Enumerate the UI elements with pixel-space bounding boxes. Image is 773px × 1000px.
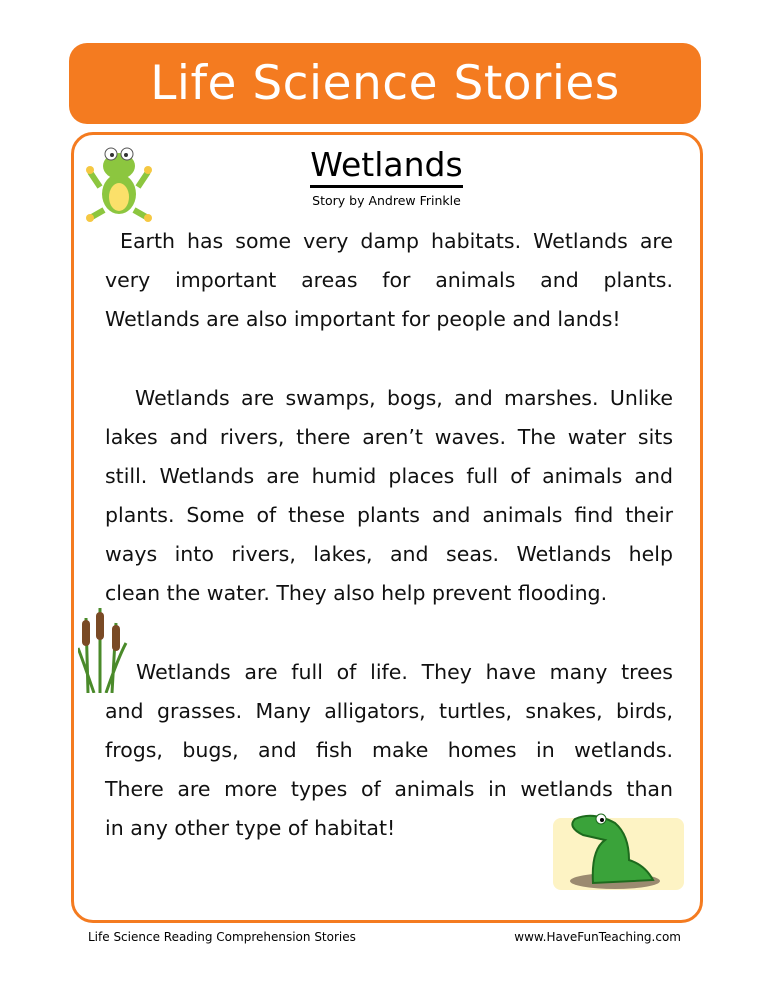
story-line: Earth has some very damp habitats. Wetlands are bbox=[120, 229, 673, 253]
story-line: frogs, bugs, and fish make homes in wetlands. bbox=[105, 738, 673, 762]
story-line: very important areas for animals and plants. bbox=[105, 268, 673, 292]
header-banner bbox=[69, 43, 701, 124]
story-line: still. Wetlands are humid places full of animals and bbox=[105, 464, 673, 488]
story-line: There are more types of animals in wetlands than bbox=[105, 777, 673, 801]
story-line: lakes and rivers, there aren’t waves. The water sits bbox=[105, 425, 673, 449]
story-line: Wetlands are also important for people and lands! bbox=[105, 307, 621, 331]
cattail-icon bbox=[78, 598, 128, 693]
footer-website: www.HaveFunTeaching.com bbox=[514, 930, 681, 944]
story-line: clean the water. They also help prevent flooding. bbox=[105, 581, 608, 605]
story-byline: Story by Andrew Frinkle bbox=[312, 193, 461, 208]
story-line: Wetlands are full of life. They have many trees bbox=[136, 660, 673, 684]
header-title: Life Science Stories bbox=[150, 56, 620, 111]
story-line: in any other type of habitat! bbox=[105, 816, 396, 840]
story-line: Wetlands are swamps, bogs, and marshes. Unlike bbox=[135, 386, 673, 410]
story-title: Wetlands bbox=[310, 145, 462, 188]
story-line: ways into rivers, lakes, and seas. Wetlands help bbox=[105, 542, 673, 566]
footer-series-label: Life Science Reading Comprehension Stories bbox=[88, 930, 356, 944]
story-line: plants. Some of these plants and animals find their bbox=[105, 503, 673, 527]
alligator-icon bbox=[553, 805, 685, 891]
story-line: and grasses. Many alligators, turtles, snakes, birds, bbox=[105, 699, 673, 723]
